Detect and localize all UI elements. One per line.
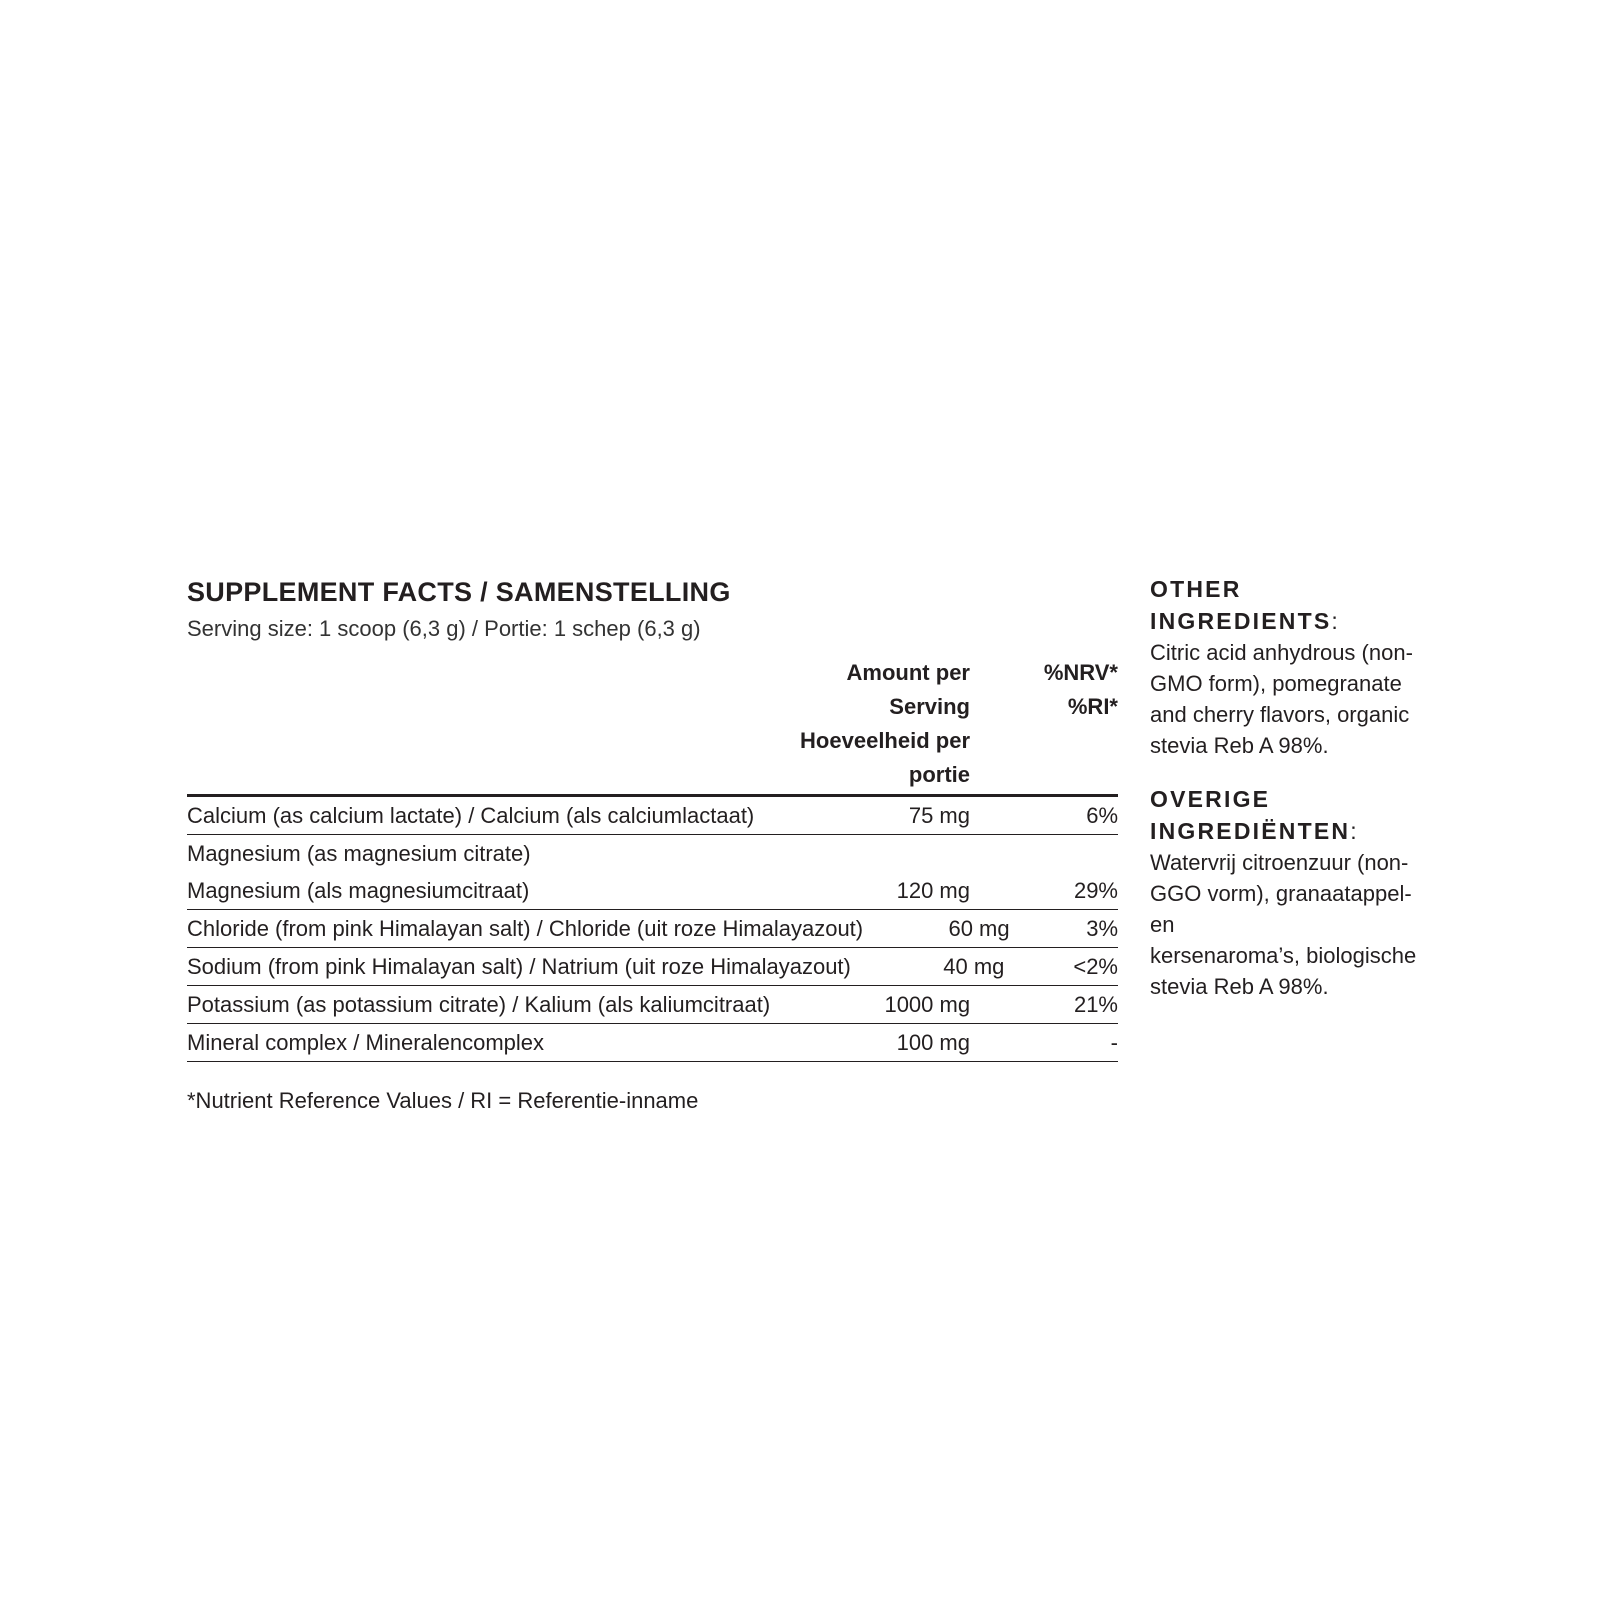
serving-size: Serving size: 1 scoop (6,3 g) / Portie: 1 schep (6,3 g) [187, 616, 701, 641]
amount-header-nl: Hoeveelheid per portie [800, 728, 970, 787]
nutrient-nrv: 21% [1073, 992, 1118, 1017]
nutrient-name-line-2: Magnesium (als magnesiumcitraat) [187, 878, 530, 903]
amount-header-en: Amount per Serving [846, 660, 970, 719]
ingredients-line: GMO form), pomegranate [1150, 671, 1402, 696]
ingredients-line: stevia Reb A 98%. [1150, 733, 1329, 758]
nutrient-amount: 100 mg [896, 1030, 970, 1055]
ingredients-line: and cherry flavors, organic [1150, 702, 1410, 727]
ingredients-line: Citric acid anhydrous (non- [1150, 640, 1413, 665]
overige-ingredienten-heading [1150, 783, 1435, 847]
nutrient-nrv: 29% [1073, 878, 1118, 903]
nrv-footnote: *Nutrient Reference Values / RI = Referentie-inname [187, 1088, 699, 1113]
amount-column-header [770, 656, 970, 792]
nutrient-name: Mineral complex / Mineralencomplex [187, 1030, 545, 1055]
other-ingredients-heading-text: OTHER INGREDIENTS [1150, 576, 1332, 634]
other-ingredients-heading [1150, 573, 1435, 637]
nutrient-amount: 1000 mg [884, 992, 971, 1017]
ingredients-line: Watervrij citroenzuur (non- [1150, 850, 1409, 875]
nutrient-name-line-1: Magnesium (as magnesium citrate) [187, 841, 531, 866]
nrv-header-en: %NRV* [1043, 660, 1118, 685]
table-row [187, 835, 1118, 910]
ingredients-line: kersenaroma’s, biologische [1150, 943, 1417, 968]
nutrient-name: Chloride (from pink Himalayan salt) / Chloride (uit roze Himalayazout) [187, 916, 864, 941]
facts-title: SUPPLEMENT FACTS / SAMENSTELLING [187, 577, 731, 607]
header-spacer [187, 656, 770, 792]
nrv-header-nl: %RI* [1067, 694, 1118, 719]
heading-colon: : [1350, 818, 1359, 844]
ingredients-line: stevia Reb A 98%. [1150, 974, 1329, 999]
ingredients-line: GGO vorm), granaatappel- en [1150, 881, 1412, 937]
table-row [187, 797, 1118, 835]
nutrient-name: Potassium (as potassium citrate) / Kalium (als kaliumcitraat) [187, 992, 771, 1017]
other-ingredients-text [1150, 637, 1435, 761]
overige-ingredienten-text [1150, 847, 1435, 1002]
nutrient-amount: 75 mg [908, 803, 970, 828]
nutrient-name [187, 835, 770, 909]
heading-colon: : [1331, 608, 1340, 634]
table-row [187, 986, 1118, 1024]
table-row [187, 948, 1118, 986]
table-row [187, 910, 1118, 948]
nutrient-amount: 120 mg [896, 878, 970, 903]
nutrient-nrv: - [1110, 1030, 1118, 1055]
nutrient-amount: 40 mg [943, 954, 1005, 979]
nrv-column-header [970, 656, 1118, 792]
supplement-facts-panel [187, 572, 1118, 1116]
nutrient-nrv: 3% [1086, 916, 1118, 941]
facts-table-header [187, 656, 1118, 797]
overige-ingredienten-heading-text: OVERIGE INGREDIËNTEN [1150, 786, 1351, 844]
nutrient-name: Sodium (from pink Himalayan salt) / Natrium (uit roze Himalayazout) [187, 954, 851, 979]
nutrient-amount: 60 mg [948, 916, 1010, 941]
nutrient-nrv: <2% [1073, 954, 1118, 979]
ingredients-panel [1150, 573, 1435, 1024]
nutrient-nrv: 6% [1086, 803, 1118, 828]
table-row [187, 1024, 1118, 1062]
nutrient-name: Calcium (as calcium lactate) / Calcium (als calciumlactaat) [187, 803, 755, 828]
